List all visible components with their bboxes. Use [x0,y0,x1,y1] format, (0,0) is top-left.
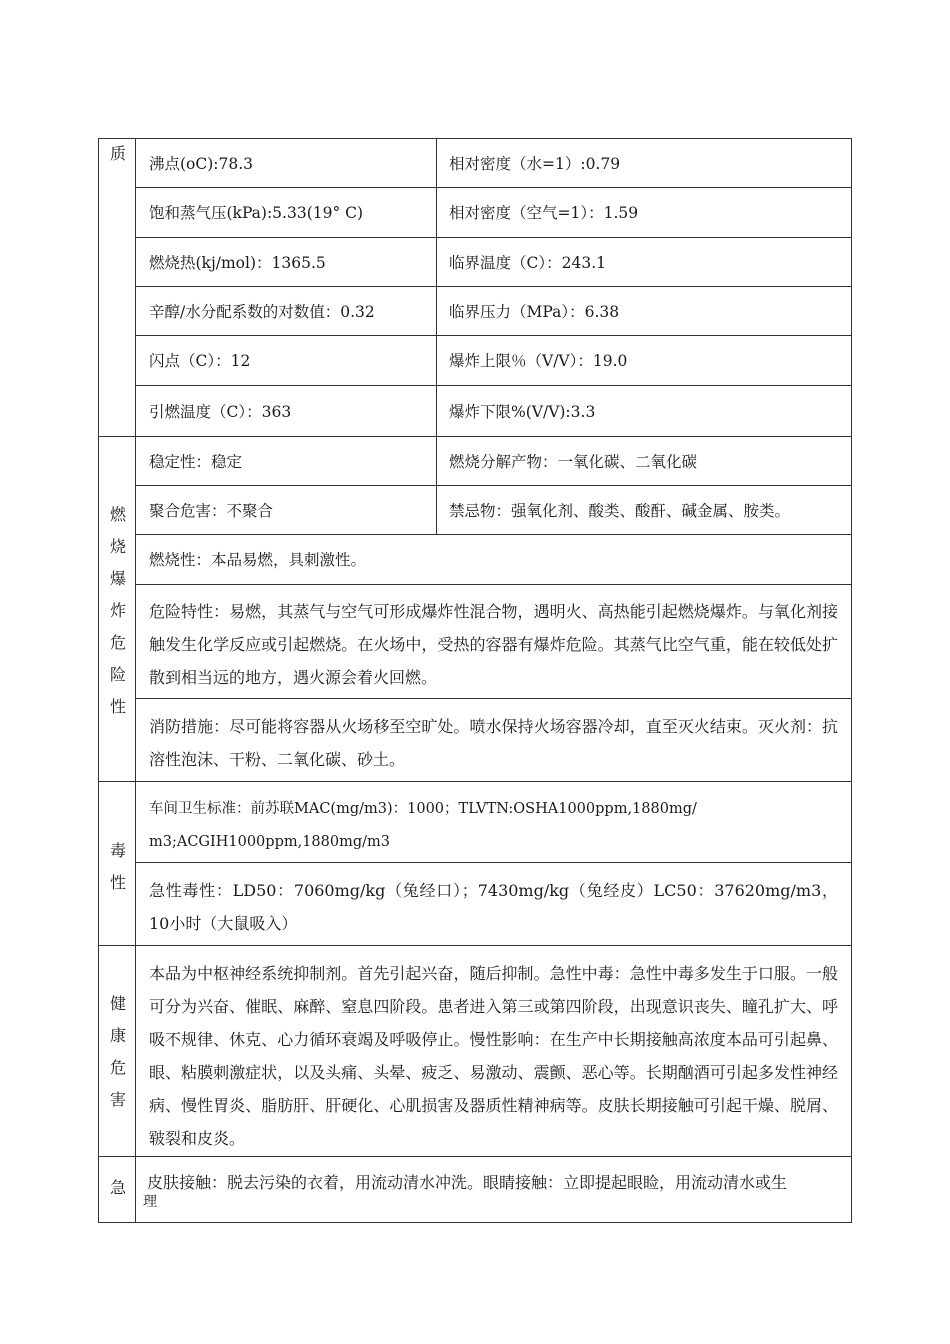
table-bottom-border [98,1222,852,1223]
toxicity-label-char: 毒 [109,841,126,860]
row-divider [136,584,852,585]
polymerization-hazard: 聚合危害：不聚合 [149,501,274,520]
heat-of-combustion: 燃烧热(kj/mol)：1365.5 [149,253,326,272]
firefighting-measures: 消防措施：尽可能将容器从火场移至空旷处。喷水保持火场容器冷却，直至灭火结束。灭火剂：抗溶性泡沫、干粉、二氧化碳、砂土。 [149,717,838,769]
toxicity-label-char: 性 [109,873,126,892]
properties-label: 质 [109,144,126,163]
fire-label-char: 性 [109,697,126,716]
boiling-point: 沸点(oC):78.3 [149,154,254,173]
fire-label-char: 险 [109,665,126,684]
octanol-water-coefficient: 辛醇/水分配系数的对数值：0.32 [149,302,375,321]
critical-temperature: 临界温度（C）：243.1 [449,253,606,272]
workplace-standard-line1: 车间卫生标准：前苏联MAC(mg/m3)：1000；TLVTN:OSHA1000ppm,1880mg/ [149,801,697,817]
flammability: 燃烧性：本品易燃，具刺激性。 [149,551,367,569]
health-label-cell [98,945,136,1156]
firstaid-label: 急 [109,1178,126,1197]
fire-label-char: 爆 [109,569,126,588]
vapor-pressure: 饱和蒸气压(kPa):5.33(19° C) [149,204,364,222]
flash-point: 闪点（C）：12 [149,352,251,370]
upper-explosive-limit: 爆炸上限％（V/V）：19.0 [449,352,628,370]
section-divider [98,1156,852,1157]
hazard-characteristics: 危险特性：易燃，其蒸气与空气可形成爆炸性混合物，遇明火、高热能引起燃烧爆炸。与氧化剂接触发生化学反应或引起燃烧。在火场中，受热的容器有爆炸危险。其蒸气比空气重，能在较低处扩散到相当远的地方，遇火源会着火回燃。 [149,602,838,687]
properties-label-cell [98,138,136,436]
relative-density-water: 相对密度（水=1）:0.79 [449,154,621,173]
fire-label-char: 烧 [109,537,126,556]
toxicity-label-cell [98,781,136,945]
row-divider [136,862,852,863]
first-aid-line2: 理 [143,1194,157,1210]
relative-density-air: 相对密度（空气=1）：1.59 [449,204,639,222]
first-aid-line1: 皮肤接触：脱去污染的衣着，用流动清水冲洗。眼睛接触：立即提起眼睑，用流动清水或生 [147,1173,788,1192]
health-label-char: 危 [109,1058,126,1077]
fire-label-char: 燃 [109,505,126,524]
health-label-char: 康 [109,1026,126,1045]
workplace-standard-line2: m3;ACGIH1000ppm,1880mg/m3 [149,834,390,850]
health-hazard-text: 本品为中枢神经系统抑制剂。首先引起兴奋，随后抑制。急性中毒：急性中毒多发生于口服。一般可分为兴奋、催眠、麻醉、窒息四阶段。患者进入第三或第四阶段，出现意识丧失、瞳孔扩大、呼吸不规律、休克、心力循环衰竭及呼吸停止。慢性影响：在生产中长期接触高浓度本品可引起鼻、眼、粘膜刺激症状，以及头痛、头晕、疲乏、易激动、震颤、恶心等。长期酗酒可引起多发性神经病、慢性胃炎、脂肪肝、肝硬化、心肌损害及器质性精神病等。皮肤长期接触可引起干燥、脱屑、皲裂和皮炎。 [149,964,838,1148]
decomposition-products: 燃烧分解产物：一氧化碳、二氧化碳 [449,452,698,471]
critical-pressure: 临界压力（MPa）：6.38 [449,302,620,321]
fire-label-char: 危 [109,633,126,652]
fire-hazard-label-cell [98,436,136,781]
section-divider [98,945,852,946]
fire-label-char: 炸 [109,601,126,620]
stability: 稳定性：稳定 [149,452,243,471]
lower-explosive-limit: 爆炸下限%(V/V):3.3 [449,402,596,421]
health-label-char: 健 [109,994,126,1013]
ignition-temperature: 引燃温度（C）：363 [149,402,292,421]
acute-toxicity: 急性毒性：LD50：7060mg/kg（兔经口）；7430mg/kg（兔经皮）LC50：37620mg/m3，10小时（大鼠吸入） [149,881,838,933]
incompatible-materials: 禁忌物：强氧化剂、酸类、酸酐、碱金属、胺类。 [449,501,791,520]
health-label-char: 害 [109,1090,126,1109]
row-divider [136,698,852,699]
section-divider [98,781,852,782]
firstaid-label-cell [98,1156,136,1223]
